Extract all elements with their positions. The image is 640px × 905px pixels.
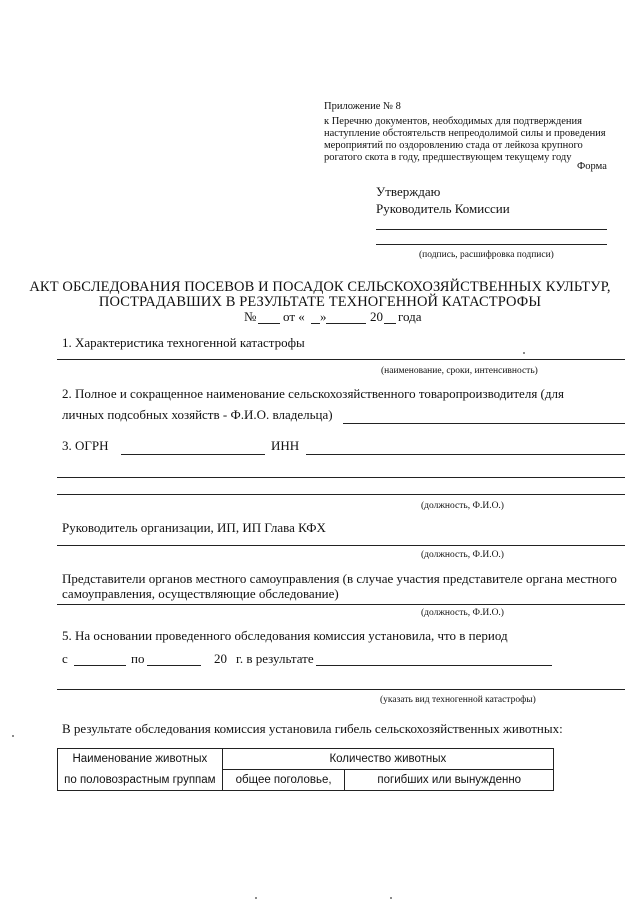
act-year-field[interactable] <box>384 323 396 324</box>
scan-speck <box>12 735 14 737</box>
header-cell-name-2: по половозрастным группам <box>58 770 223 791</box>
scan-speck <box>523 352 525 354</box>
head-label: Руководитель организации, ИП, ИП Глава КФХ <box>62 520 326 535</box>
act-day-field[interactable] <box>311 323 320 324</box>
period-to-field[interactable] <box>147 665 201 666</box>
act-date-quote: » <box>320 309 327 324</box>
act-month-field[interactable] <box>326 323 366 324</box>
header-cell-total: общее поголовье, <box>222 770 345 791</box>
section-1-field[interactable] <box>57 359 625 360</box>
act-title-line-1: АКТ ОБСЛЕДОВАНИЯ ПОСЕВОВ И ПОСАДОК СЕЛЬСКОХОЗЯЙСТВЕННЫХ КУЛЬТУР, <box>29 279 611 295</box>
period-from-field[interactable] <box>74 665 126 666</box>
result-field[interactable] <box>316 665 552 666</box>
appendix-title: Приложение № 8 <box>324 101 401 112</box>
act-title-line-2: ПОСТРАДАВШИХ В РЕЗУЛЬТАТЕ ТЕХНОГЕННОЙ КАТАСТРОФЫ <box>98 294 542 310</box>
catastrophe-type-caption: (указать вид техногенной катастрофы) <box>380 695 536 705</box>
appendix-line: рогатого скота в году, предшествующем текущему году <box>324 152 572 163</box>
ogrn-field[interactable] <box>121 454 265 455</box>
signature-line <box>376 244 607 245</box>
appendix-line: к Перечню документов, необходимых для подтверждения <box>324 116 582 127</box>
inn-label: ИНН <box>271 438 300 453</box>
inn-field[interactable] <box>306 454 625 455</box>
table-row <box>58 770 554 791</box>
section-1-label: 1. Характеристика техногенной катастрофы <box>62 335 305 350</box>
scan-speck <box>390 897 392 899</box>
signature-caption: (подпись, расшифровка подписи) <box>419 250 554 260</box>
section-2-field[interactable] <box>343 423 625 424</box>
act-date-from: от « <box>283 309 305 324</box>
table-row <box>58 749 554 770</box>
position-caption-2: (должность, Ф.И.О.) <box>421 550 504 560</box>
reps-line-1: Представители органов местного самоуправления (в случае участия представителе органа местного <box>62 571 617 586</box>
approval-role: Руководитель Комиссии <box>376 201 510 216</box>
header-cell-dead: погибших или вынужденно <box>345 770 554 791</box>
act-number-field[interactable] <box>258 323 280 324</box>
result-label: г. в результате <box>236 651 314 666</box>
position-field-3[interactable] <box>57 604 625 605</box>
death-statement: В результате обследования комиссия установила гибель сельскохозяйственных животных: <box>62 721 563 736</box>
reps-line-2: самоуправления, осуществляющие обследование) <box>62 586 339 601</box>
position-field-1[interactable] <box>57 494 625 495</box>
approval-line <box>376 229 607 230</box>
act-year-suffix: года <box>398 309 422 324</box>
ogrn-label: 3. ОГРН <box>62 438 109 453</box>
header-cell-quantity: Количество животных <box>222 749 553 770</box>
section-1-caption: (наименование, сроки, интенсивность) <box>381 366 538 376</box>
animals-table <box>57 748 554 791</box>
approval-title: Утверждаю <box>376 184 441 199</box>
catastrophe-type-field[interactable] <box>57 689 625 690</box>
scan-speck <box>255 897 257 899</box>
period-to-label: по <box>131 651 145 666</box>
appendix-line: наступление обстоятельств непреодолимой силы и проведения <box>324 128 606 139</box>
act-year-prefix: 20 <box>370 309 383 324</box>
position-caption-1: (должность, Ф.И.О.) <box>421 501 504 511</box>
blank-line[interactable] <box>57 477 625 478</box>
appendix-line: мероприятий по оздоровлению стада от лейкоза крупного <box>324 140 583 151</box>
section-2-line-1: 2. Полное и сокращенное наименование сельскохозяйственного товаропроизводителя (для <box>62 386 564 401</box>
act-number-label: № <box>244 309 257 324</box>
position-caption-3: (должность, Ф.И.О.) <box>421 608 504 618</box>
period-from-label: с <box>62 651 68 666</box>
header-cell-name: Наименование животных <box>58 749 223 770</box>
section-2-line-2: личных подсобных хозяйств - Ф.И.О. владельца) <box>62 407 333 422</box>
position-field-2[interactable] <box>57 545 625 546</box>
section-5-line-1: 5. На основании проведенного обследования комиссия установила, что в период <box>62 628 508 643</box>
form-label: Форма <box>577 161 607 172</box>
period-year-prefix: 20 <box>214 651 227 666</box>
